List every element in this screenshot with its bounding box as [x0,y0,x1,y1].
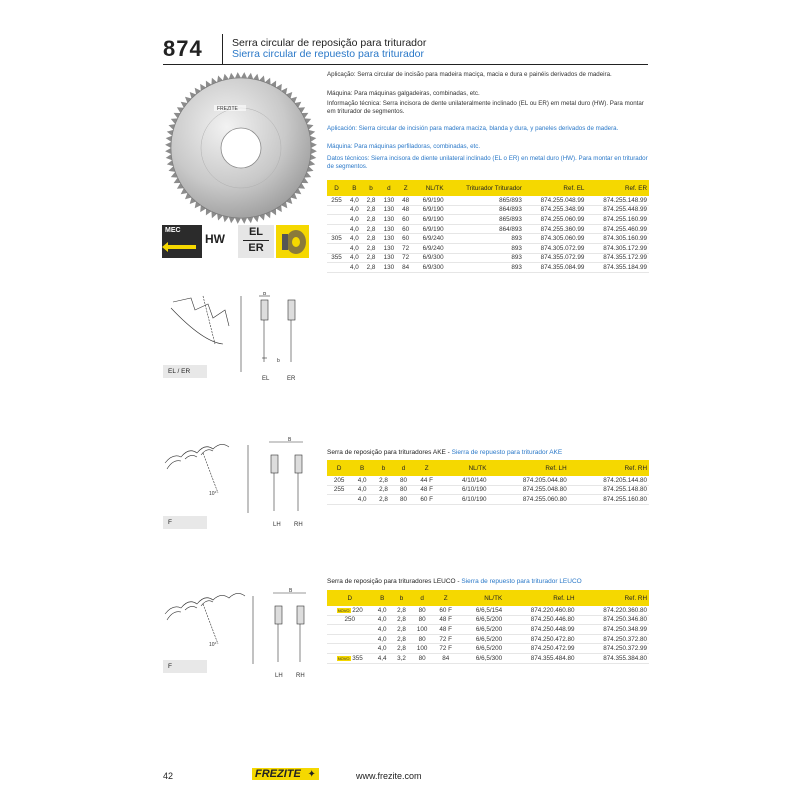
table-cell: 874.355.084.99 [524,263,587,273]
table-row [327,234,649,244]
table-cell: 4,0 [351,485,372,495]
table-cell: NOVO 355 [327,653,373,663]
table-cell: 60 [398,234,412,244]
table-cell: 6/9/240 [413,243,446,253]
table-cell: 4,0 [346,263,363,273]
table-cell: 893 [446,243,524,253]
description-machine-pt: Máquina: Para máquinas galgadeiras, combinadas, etc. [327,90,480,97]
dim-b-upper-2: B [288,437,292,443]
table-cell: 2,8 [373,476,394,485]
table-cell: 874.305.172.99 [586,243,649,253]
table-cell: 80 [411,653,433,663]
table-cell: 2,8 [363,263,380,273]
table-cell: 44 F [413,476,441,485]
spec-table-leuco [327,590,649,664]
table-cell: 874.355.384.80 [577,653,649,663]
table-cell: 874.205.044.80 [488,476,568,485]
col-header: b [363,180,380,196]
dim-b-upper-1: B [263,292,267,297]
table-cell: 6/9/300 [413,253,446,263]
table-cell: 4,0 [373,615,392,625]
table-cell: 874.250.372.99 [577,644,649,654]
table-cell: 874.255.060.80 [488,495,568,505]
table-cell: 6/9/190 [413,205,446,215]
spec-table-ake [327,460,649,505]
table-cell: 6/9/300 [413,263,446,273]
table-cell: 874.250.472.80 [504,634,576,644]
table-cell: 2,8 [363,234,380,244]
col-header: B [373,590,392,606]
table-cell: 72 [398,253,412,263]
col-header: Ref. EL [524,180,587,196]
table-cell: 4,0 [346,253,363,263]
description-technical-pt: Informação técnica: Serra incisora de dente unilateralmente inclinado (EL ou ER) em metal duro (HW). Para montar em triturador de segmentos. [327,100,644,115]
label-el: EL [262,376,270,382]
table-cell: 130 [379,243,398,253]
table-cell: 80 [411,615,433,625]
website-url: www.frezite.com [356,771,422,781]
table-cell [327,243,346,253]
table-cell: 865/893 [446,196,524,205]
description-technical-es: Datos técnicos: Sierra incisora de diente unilateral inclinado (EL o ER) en metal duro (HW). Para montar en triturador de segmentos. [327,155,648,170]
table-cell: 48 F [413,485,441,495]
table-cell: 2,8 [373,485,394,495]
table-cell [327,625,373,635]
label-er: ER [287,376,296,382]
title-es: Sierra circular de repuesto para triturador [232,48,425,60]
table-cell: 60 F [413,495,441,505]
table-cell [327,644,373,654]
table-cell: 6/6,5/200 [458,644,504,654]
table-cell: 84 [433,653,458,663]
brand-star-icon: ✦ [307,769,316,780]
novo-badge: NOVO [337,607,350,613]
table-row [327,253,649,263]
table-cell: 874.255.148.99 [586,196,649,205]
dim-b-lower-1: b [277,358,280,364]
table-row [327,615,649,625]
table-cell: 80 [394,485,412,495]
table-cell: 874.305.160.99 [586,234,649,244]
table-row [327,196,649,205]
table-cell: 130 [379,224,398,234]
table-cell: 874.305.060.99 [524,234,587,244]
saw-blade-image [160,70,322,226]
table-cell [327,263,346,273]
table-cell: 2,8 [363,196,380,205]
table-cell: 874.355.184.99 [586,263,649,273]
table-cell: 60 [398,224,412,234]
col-header: d [394,460,412,476]
header-rule [163,64,648,65]
table-cell: 48 [398,205,412,215]
table-cell: 874.220.460.80 [504,606,576,615]
col-header: d [411,590,433,606]
table-cell: 80 [394,495,412,505]
col-header: NL/TK [413,180,446,196]
table-cell: 4,0 [346,196,363,205]
table-cell: 874.355.072.99 [524,253,587,263]
table-row [327,653,649,663]
table-cell: 130 [379,215,398,225]
table-cell: 100 [411,644,433,654]
table-cell: 874.255.448.99 [586,205,649,215]
col-header: Z [398,180,412,196]
table-cell: 6/6,5/200 [458,615,504,625]
tooth-profile-diagram-ake [163,433,313,528]
table-cell: 80 [411,634,433,644]
table-cell: 874.255.048.80 [488,485,568,495]
hw-icon: HW [205,232,225,246]
table-cell: 893 [446,253,524,263]
table-cell: 130 [379,263,398,273]
label-lh-3: LH [275,673,283,679]
table-cell: 6/6,5/154 [458,606,504,615]
table-cell: 6/10/190 [441,495,489,505]
table-cell: 130 [379,234,398,244]
table-cell: 80 [394,476,412,485]
label-rh-2: RH [294,522,303,528]
table-cell: 874.205.144.80 [569,476,649,485]
table-row [327,644,649,654]
spec-table-main [327,180,649,273]
table-cell: 2,8 [392,644,411,654]
table-cell [327,205,346,215]
table-cell: 305 [327,234,346,244]
table-cell: 893 [446,263,524,273]
angle-label-2: 10° [209,491,217,497]
description-application-pt: Aplicação: Serra circular de incisão para madeira maciça, macia e dura e painéis derivados de madeira. [327,71,612,78]
col-header: d [379,180,398,196]
table-cell: 2,8 [392,634,411,644]
table-cell: 130 [379,196,398,205]
table-cell: 874.255.348.99 [524,205,587,215]
table-cell: 2,8 [363,205,380,215]
table-cell: 2,8 [373,495,394,505]
table-cell: 4/10/140 [441,476,489,485]
table-cell: 6/6,5/200 [458,625,504,635]
table-cell: 874.255.160.99 [586,215,649,225]
table-cell: 72 [398,243,412,253]
table-row [327,634,649,644]
table-row [327,243,649,253]
table-cell: 355 [327,253,346,263]
table-cell: 250 [327,615,373,625]
table-cell: 4,0 [351,476,372,485]
col-header: NL/TK [458,590,504,606]
blade-label: FREZITE [217,106,238,112]
el-er-icon: EL ER [238,225,274,258]
col-header: Ref. LH [504,590,576,606]
table-cell: 864/893 [446,205,524,215]
table-cell: 874.305.072.99 [524,243,587,253]
cutter-icon [276,225,309,258]
table-cell: 6/9/190 [413,196,446,205]
description-application-es: Aplicación: Sierra circular de incisión para madera maciza, blanda y dura, y paneles derivados de madera. [327,125,619,132]
table-cell [327,224,346,234]
table-cell: 48 [398,196,412,205]
dim-b-upper-3: B [289,588,293,594]
table-cell: 60 [398,215,412,225]
table-cell: 2,8 [363,243,380,253]
table-cell: 80 [411,606,433,615]
brand-logo: FREZITE ✦ [252,768,319,780]
col-header: D [327,590,373,606]
table-cell: 72 F [433,634,458,644]
table-row [327,224,649,234]
table-cell: 874.250.446.80 [504,615,576,625]
col-header: NL/TK [441,460,489,476]
table-cell: 205 [327,476,351,485]
table-cell: 4,0 [346,215,363,225]
table-cell: 4,0 [346,205,363,215]
table-cell: 4,0 [373,644,392,654]
table-cell [327,495,351,505]
table-cell: 874.220.360.80 [577,606,649,615]
table-row [327,205,649,215]
col-header: Z [413,460,441,476]
table-cell: 4,0 [373,606,392,615]
novo-badge: NOVO [337,655,350,661]
table-cell: 2,8 [392,606,411,615]
col-header: B [351,460,372,476]
table-cell: 6/6,5/300 [458,653,504,663]
table-cell: 72 F [433,644,458,654]
header-divider [222,34,223,64]
col-header: D [327,460,351,476]
table-cell: 6/9/240 [413,234,446,244]
table-cell: 864/893 [446,224,524,234]
table-cell: 3,2 [392,653,411,663]
table-cell: 874.255.048.99 [524,196,587,205]
table-row [327,485,649,495]
table-cell: 4,0 [373,625,392,635]
col-header: Z [433,590,458,606]
table-cell: NOVO 220 [327,606,373,615]
table-row [327,625,649,635]
table-cell: 130 [379,253,398,263]
table-cell: 865/893 [446,215,524,225]
table-cell: 4,0 [351,495,372,505]
table-row [327,215,649,225]
table-cell: 6/9/190 [413,215,446,225]
diagram-tag-ake: F [163,516,207,529]
table-cell: 6/9/190 [413,224,446,234]
table-cell: 255 [327,485,351,495]
table-cell: 6/10/190 [441,485,489,495]
table-cell: 2,8 [363,224,380,234]
page-number: 42 [163,771,174,781]
table-cell: 874.255.460.99 [586,224,649,234]
col-header: b [392,590,411,606]
col-header: Ref. LH [488,460,568,476]
table-cell: 874.255.148.80 [569,485,649,495]
col-header: Ref. RH [577,590,649,606]
table-cell: 48 F [433,615,458,625]
table-cell: 874.250.372.80 [577,634,649,644]
table-cell: 48 F [433,625,458,635]
table-cell: 100 [411,625,433,635]
table-cell: 4,0 [373,634,392,644]
table-cell: 255 [327,196,346,205]
table-row [327,476,649,485]
label-rh-3: RH [296,673,305,679]
table-cell: 4,0 [346,224,363,234]
mec-icon: MEC [162,225,202,258]
col-header: D [327,180,346,196]
col-header: B [346,180,363,196]
table-cell: 874.250.448.99 [504,625,576,635]
table-cell: 2,8 [363,253,380,263]
diagram-tag-el-er: EL / ER [163,365,207,378]
table-cell: 893 [446,234,524,244]
table-cell: 874.255.160.80 [569,495,649,505]
table-cell: 874.250.472.99 [504,644,576,654]
table-cell: 4,0 [346,243,363,253]
table-cell: 874.250.348.99 [577,625,649,635]
table-cell [327,215,346,225]
section-title-leuco: Serra de reposição para trituradores LEUCO - Sierra de repuesto para triturador LEUCO [327,578,582,585]
table-cell: 874.355.172.99 [586,253,649,263]
table-cell: 874.255.360.99 [524,224,587,234]
section-title-ake: Serra de reposição para trituradores AKE - Sierra de repuesto para triturador AKE [327,449,563,456]
col-header: Ref. ER [586,180,649,196]
title-pt: Serra circular de reposição para triturador [232,37,427,49]
table-row [327,263,649,273]
table-cell: 2,8 [392,625,411,635]
description-machine-es: Máquina: Para máquinas perfiladoras, combinadas, etc. [327,143,481,150]
table-cell: 4,4 [373,653,392,663]
table-row [327,495,649,505]
col-header: Ref. RH [569,460,649,476]
table-row [327,606,649,615]
table-cell: 874.355.484.80 [504,653,576,663]
table-cell: 6/6,5/200 [458,634,504,644]
table-cell [327,634,373,644]
table-cell: 2,8 [392,615,411,625]
col-header: b [373,460,394,476]
table-cell: 84 [398,263,412,273]
angle-label-3: 10° [209,642,217,648]
diagram-tag-leuco: F [163,660,207,673]
table-cell: 130 [379,205,398,215]
table-cell: 2,8 [363,215,380,225]
col-header: Triturador Triturador [446,180,524,196]
product-number: 874 [163,36,203,61]
table-cell: 60 F [433,606,458,615]
table-cell: 4,0 [346,234,363,244]
table-cell: 874.250.346.80 [577,615,649,625]
label-lh-2: LH [273,522,281,528]
table-cell: 874.255.060.99 [524,215,587,225]
